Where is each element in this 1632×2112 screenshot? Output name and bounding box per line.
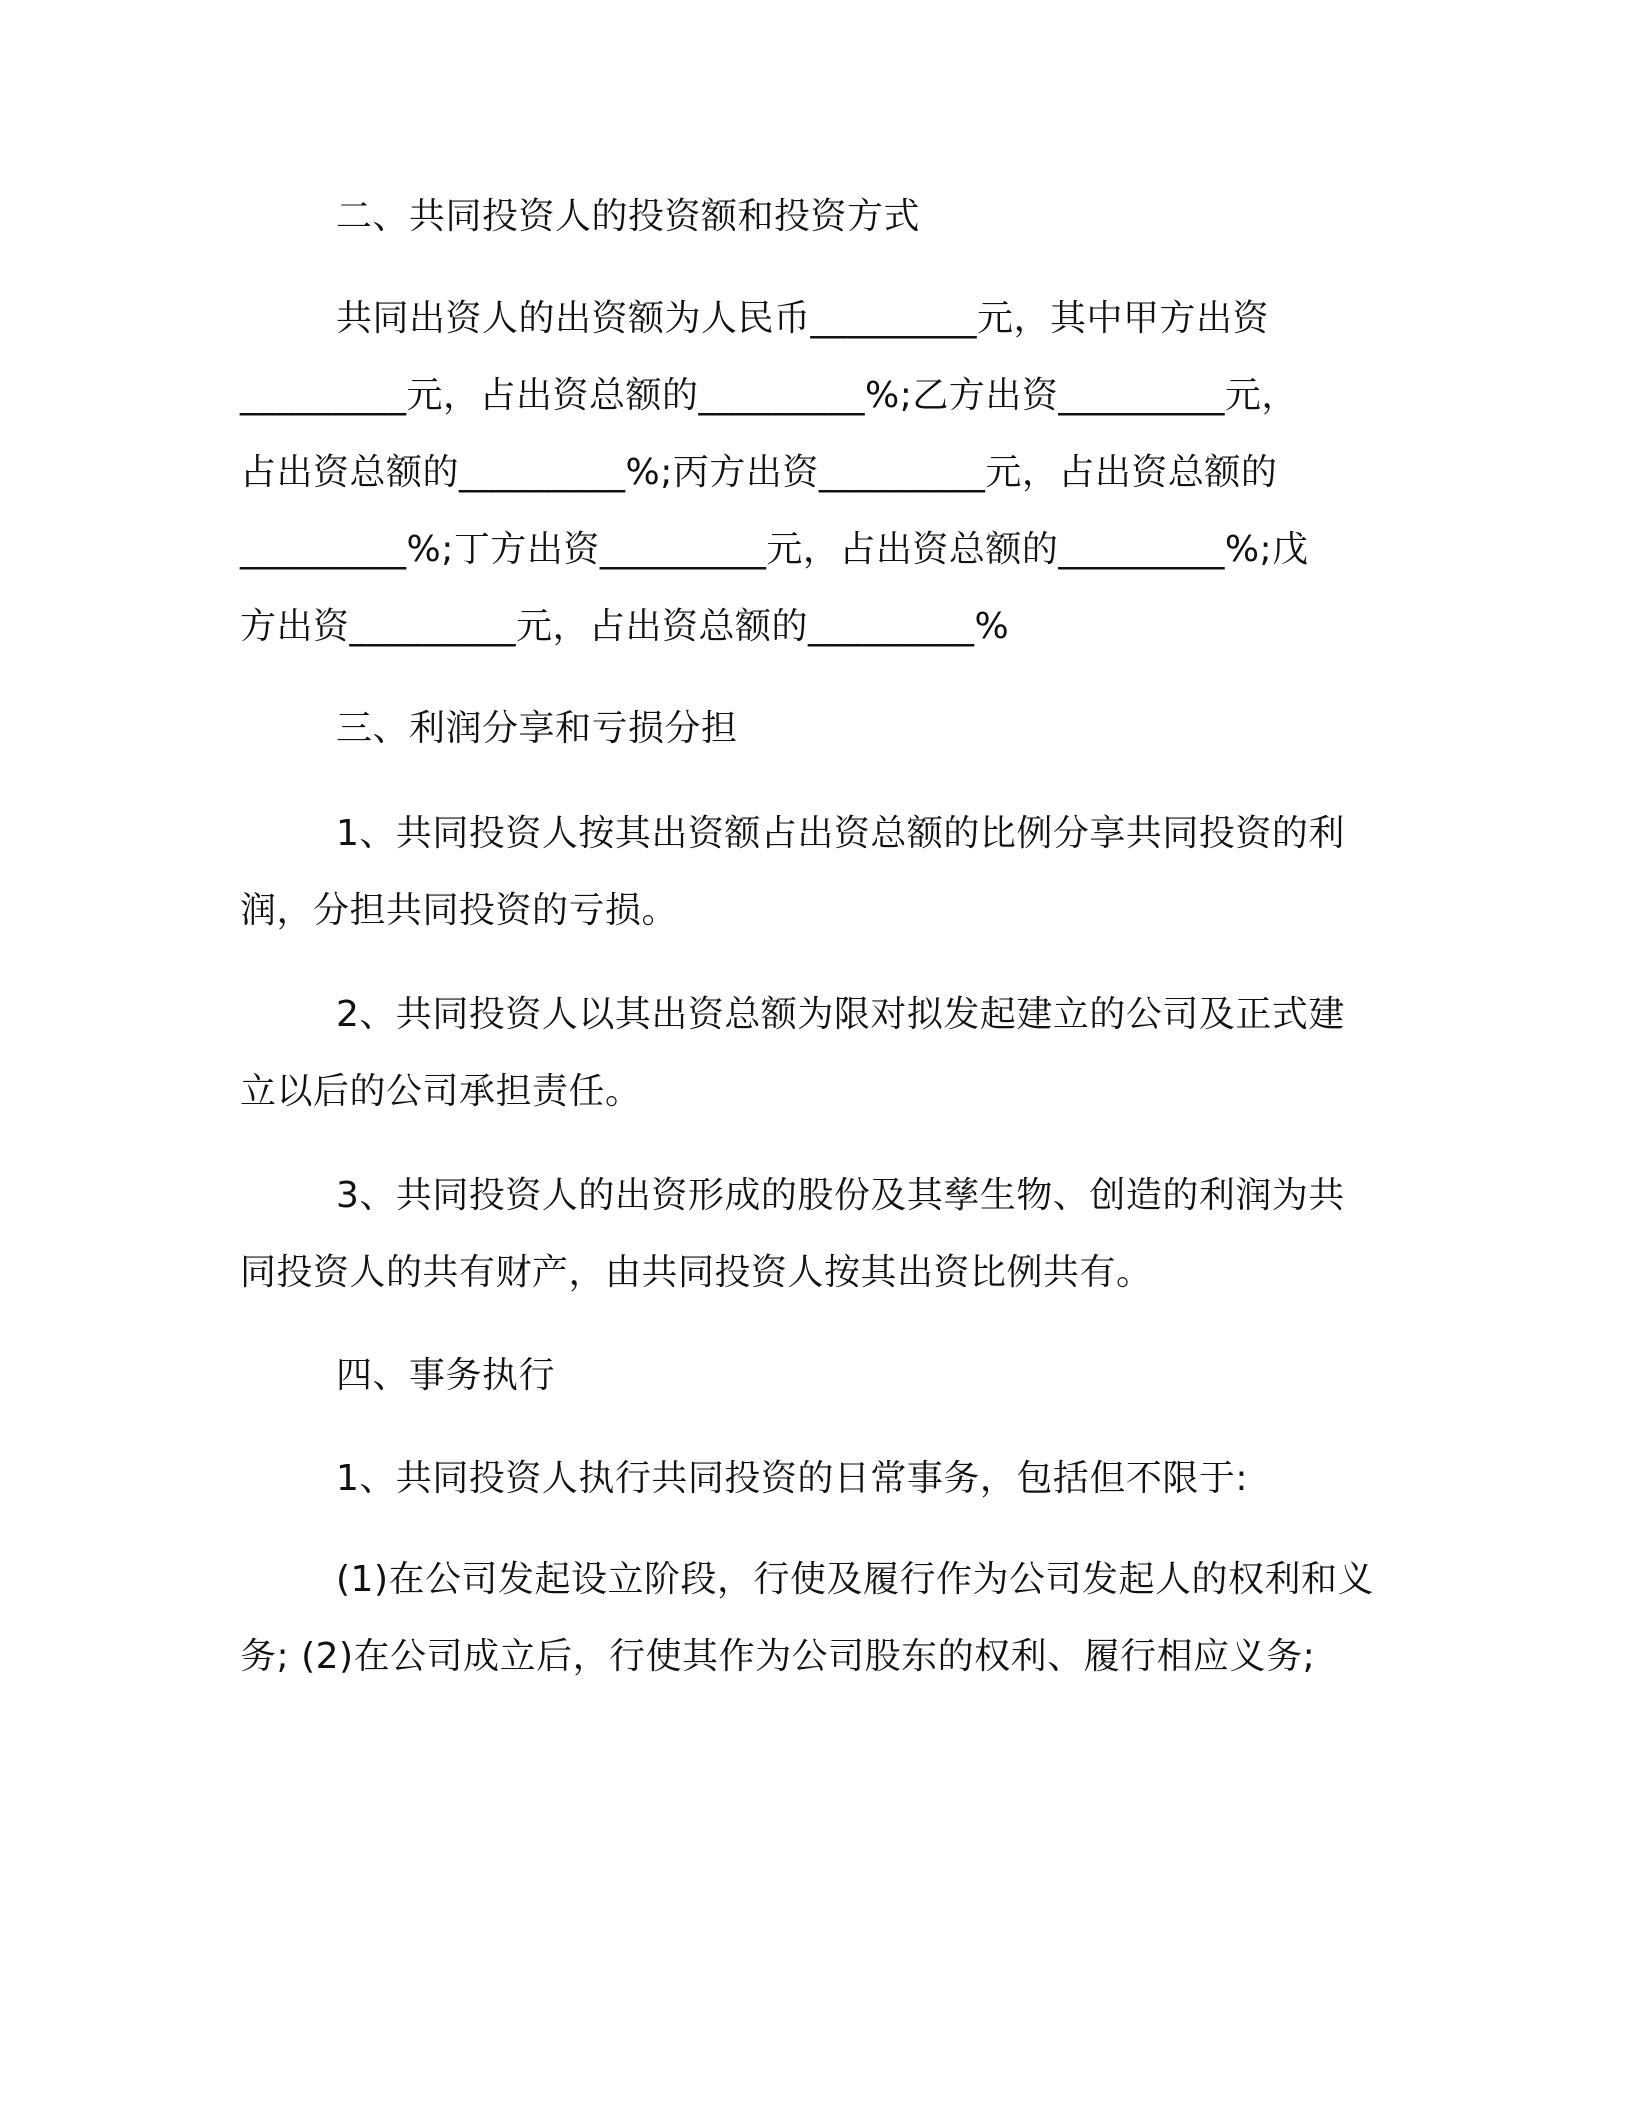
section-heading-4 <box>240 1337 1390 1414</box>
heading-text: 三、利润分享和亏损分担 <box>336 708 738 749</box>
heading-text: 二、共同投资人的投资额和投资方式 <box>336 196 921 237</box>
paragraph-line: 共同出资人的出资额为人民币_________元，其中甲方出资 <box>336 298 1270 339</box>
paragraph-line: 3、共同投资人的出资形成的股份及其孳生物、创造的利润为共 <box>336 1175 1345 1216</box>
paragraph-line: 2、共同投资人以其出资总额为限对拟发起建立的公司及正式建 <box>336 994 1345 1035</box>
paragraph-line: 同投资人的共有财产，由共同投资人按其出资比例共有。 <box>240 1252 1153 1293</box>
section-heading-3 <box>240 690 1390 767</box>
paragraph-line: 1、共同投资人按其出资额占出资总额的比例分享共同投资的利 <box>336 813 1345 854</box>
paragraph-line: 务; (2)在公司成立后，行使其作为公司股东的权利、履行相应义务; <box>240 1636 1316 1677</box>
paragraph-line: 润，分担共同投资的亏损。 <box>240 890 679 931</box>
paragraph-line: _________%;丁方出资_________元，占出资总额的_________%;戊 <box>240 529 1309 570</box>
paragraph-line: 立以后的公司承担责任。 <box>240 1071 642 1112</box>
profit-item-1 <box>240 795 1390 949</box>
paragraph-line: (1)在公司发起设立阶段，行使及履行作为公司发起人的权利和义 <box>336 1559 1374 1600</box>
investment-amount-paragraph <box>240 280 1390 665</box>
affairs-sub-items <box>240 1541 1390 1695</box>
heading-text: 四、事务执行 <box>336 1355 556 1396</box>
profit-item-3 <box>240 1157 1390 1311</box>
paragraph-line: 1、共同投资人执行共同投资的日常事务，包括但不限于: <box>336 1458 1249 1499</box>
paragraph-line: 占出资总额的_________%;丙方出资_________元，占出资总额的 <box>240 452 1278 493</box>
profit-item-2 <box>240 976 1390 1130</box>
affairs-item-1 <box>240 1440 1390 1517</box>
section-heading-2 <box>240 178 1390 255</box>
paragraph-line: 方出资_________元，占出资总额的_________% <box>240 606 1010 647</box>
paragraph-line: _________元，占出资总额的_________%;乙方出资_________元， <box>240 375 1298 416</box>
